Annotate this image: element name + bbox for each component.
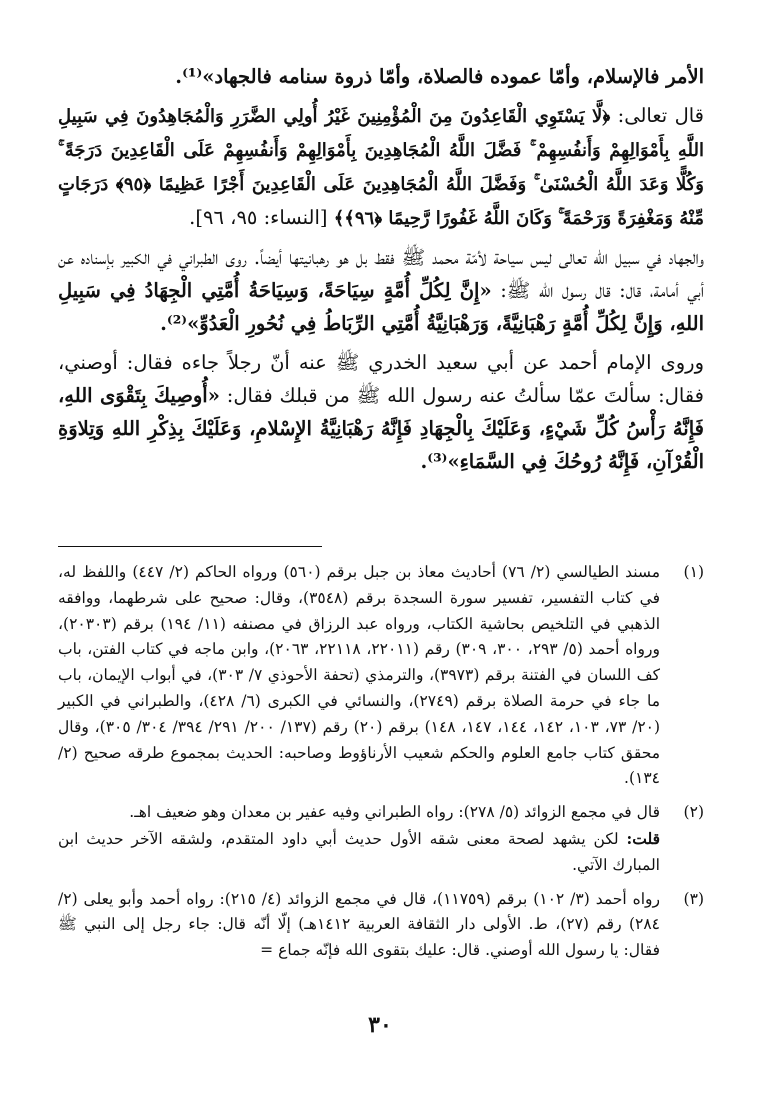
hadith-2: «أُوصِيكَ بِتَقْوَى اللهِ، فَإِنَّهُ رَأْسُ كُلِّ شَيْءٍ، وَعَلَيْكَ بِالْجِهَادِ فَإِنَّهُ رَهْبَانِيَّةُ الإِسْلامِ، وَعَلَيْكَ بِذِكْرِ اللهِ وَتِلاوَةِ الْقُرْآنِ، فَإِنَّهُ رُوحُكَ فِي السَّمَاءِ»⁽³⁾. (58, 384, 704, 473)
footnote-divider (58, 546, 322, 547)
paragraph-3 (58, 241, 704, 340)
footnote-1 (58, 560, 704, 792)
footnote-number: (٣) (683, 889, 704, 908)
hadith-1: «إِنَّ لِكُلِّ أُمَّةٍ سِيَاحَةً، وَسِيَاحَةُ أُمَّتِي الْجِهَادُ فِي سَبِيلِ اللهِ، وَإِنَّ لِكُلِّ أُمَّةٍ رَهْبَانِيَّةً، وَرَهْبَانِيَّةُ أُمَّتِي الرِّبَاطُ فِي نُحُورِ الْعَدُوِّ»⁽²⁾. (58, 279, 704, 335)
verse-reference: [النساء: ٩٥، ٩٦]. (189, 206, 334, 229)
paragraph-3-text: والجهاد في سبيل الله تعالى ليس سياحة لأمّة محمد ﷺ فقط بل هو رهبانيتها أيضاً. روى الطبراني في الكبير بإسناده عن أبي أمامة، قال: قال رسول الله ﷺ: (58, 246, 704, 302)
verse-intro: قال تعالى: (610, 104, 705, 127)
page-number: ٣٠ (368, 1012, 392, 1038)
footnotes (58, 560, 704, 972)
quran-verse: ﴿لَّا يَسْتَوِي الْقَاعِدُونَ مِنَ الْمُؤْمِنِينَ غَيْرُ أُولِي الضَّرَرِ وَالْمُجَاهِدُونَ فِي سَبِيلِ اللَّهِ بِأَمْوَالِهِمْ وَأَنفُسِهِمْ ۚ فَضَّلَ اللَّهُ الْمُجَاهِدِينَ بِأَمْوَالِهِمْ وَأَنفُسِهِمْ عَلَى الْقَاعِدِينَ دَرَجَةً ۚ وَكُلًّا وَعَدَ اللَّهُ الْحُسْنَىٰ ۚ وَفَضَّلَ اللَّهُ الْمُجَاهِدِينَ عَلَى الْقَاعِدِينَ أَجْرًا عَظِيمًا ﴿٩٥﴾ دَرَجَاتٍ مِّنْهُ وَمَغْفِرَةً وَرَحْمَةً ۚ وَكَانَ اللَّهُ غَفُورًا رَّحِيمًا ﴿٩٦﴾﴾ (58, 106, 704, 229)
paragraph-2 (58, 99, 704, 235)
footnote-text (58, 800, 660, 878)
note-text: لكن يشهد لصحة معنى شقه الأول حديث أبي داود المتقدم، ولشقه الآخر حديث ابن المبارك الآتي. (58, 829, 660, 874)
footnote-number: (١) (683, 563, 704, 581)
note-label: قلت: (626, 828, 660, 848)
footnote-3 (58, 887, 704, 964)
paragraph-4 (58, 346, 704, 478)
paragraph-1: الأمر فالإسلام، وأمّا عموده فالصلاة، وأمّا ذروة سنامه فالجهاد»⁽¹⁾. (175, 65, 704, 88)
footnote-2-line-2 (58, 826, 660, 879)
footnote-2 (58, 800, 704, 878)
footnote-text: رواه أحمد (٣/ ١٠٢) برقم (١١٧٥٩)، قال في مجمع الزوائد (٤/ ٢١٥): رواه أحمد وأبو يعلى (٢/ ٢٨٤) رقم (٢٧)، ط. الأولى دار الثقافة العربية ١٤١٢هـ) إلّا أنّه قال: جاء رجل إلى النبي ﷺ فقال: يا رسول الله أوصني. قال: عليك بتقوى الله فإنّه جماع = (58, 889, 660, 960)
footnote-number: (٢) (683, 803, 704, 822)
footnote-text: مسند الطيالسي (٢/ ٧٦) أحاديث معاذ بن جبل برقم (٥٦٠) ورواه الحاكم (٢/ ٤٤٧) واللفظ له، في كتاب التفسير، تفسير سورة السجدة برقم (٣٥٤٨)، وقال: صحيح على شرطهما، ووافقه الذهبي في التلخيص بحاشية الكتاب، ورواه عبد الرزاق في مصنفه (١١/ ١٩٤) برقم (٢٠٣٠٣)، ورواه أحمد (٥/ ٢٩٣، ٣٠٠، ٣٠٩) رقم (٢٢٠١١، ٢٢١١٨، ٢٠٦٣)، وابن ماجه في كتاب الفتن، باب كف اللسان في الفتنة برقم (٣٩٧٣)، والترمذي (تحفة الأحوذي ٧/ ٣٠٣)، في أبواب الإيمان، باب ما جاء في حرمة الصلاة برقم (٢٧٤٩)، والنسائي في الكبرى (٦/ ٤٢٨)، والطبراني في الكبير (٢٠/ ٧٣، ١٠٣، ١٤٢، ١٤٤، ١٤٧، ١٤٨) برقم (٢٠) رقم (١٣٧/ ٢٠٠/ ٢٩١/ ٣٩٤/ ٣٠٤/ ٣٠٥)، وقال محقق كتاب جامع العلوم والحكم شعيب الأرناؤوط وصاحبه: الحديث بمجموع طرقه صحيح (٢/ ١٣٤). (58, 563, 661, 788)
main-text (58, 60, 704, 484)
body-text-block (58, 60, 704, 478)
paragraph-4-text: وروى الإمام أحمد عن أبي سعيد الخدري ﷺ عنه أنّ رجلاً جاءه فقال: أوصني، فقال: سألتَ عمّا سألتُ عنه رسول الله ﷺ من قبلك فقال: (58, 351, 704, 407)
footnote-2-line-1: قال في مجمع الزوائد (٥/ ٢٧٨): رواه الطبراني وفيه عفير بن معدان وهو ضعيف اهـ. (129, 803, 660, 822)
